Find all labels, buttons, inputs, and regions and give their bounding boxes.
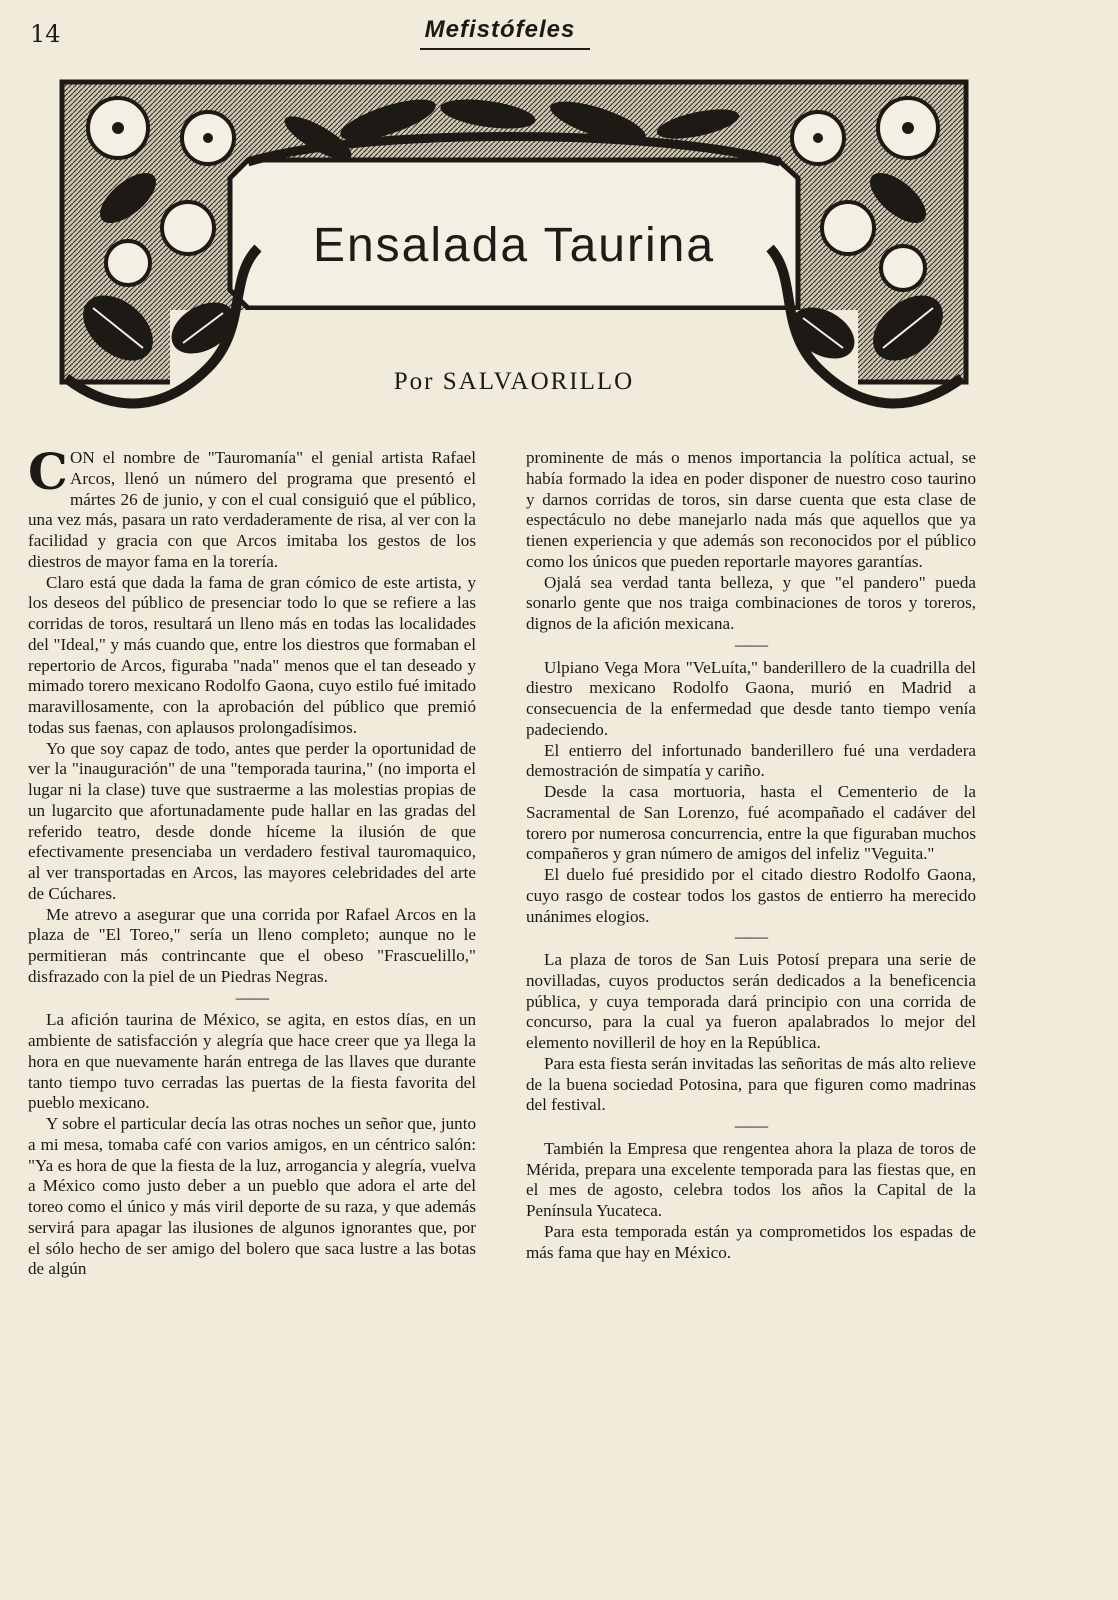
paragraph: El duelo fué presidido por el citado diestro Rodolfo Gaona, cuyo rasgo de costear todos los gastos de entierro ha merecido unánimes elogios.	[526, 865, 976, 926]
section-separator: ——	[734, 927, 768, 947]
paragraph: Para esta fiesta serán invitadas las señoritas de más alto relieve de la buena sociedad Potosina, para que figuren como madrinas del festival.	[526, 1053, 976, 1115]
paragraph: Yo que soy capaz de todo, antes que perder la oportunidad de ver la "inauguración" de una "temporada taurina," (no importa el lugar ni la clase) tuve que sustraerme a las molestias propias de un lugarcito que afortunadamente pude hallar en las gradas del referido teatro, desde donde híceme la ilusión de que efectivamente presenciaba un verdadero festival tauromaquico, al ver transportadas en Arcos, las mayores celebridades del arte de Cúchares.	[28, 738, 476, 903]
article-title: Ensalada Taurina	[312, 219, 716, 272]
paragraph: La plaza de toros de San Luis Potosí prepara una serie de novilladas, cuyos productos serán dedicados a la beneficencia pública, y cuya temporada dará principio con una corrida de concurso, para la cual ya fueron apalabrados lo mejor del elemento novilleril de hoy en la República.	[526, 950, 976, 1052]
section-separator: ——	[235, 987, 269, 1007]
paragraph: Claro está que dada la fama de gran cómico de este artista, y los deseos del público de presenciar todo lo que se refiere a las corridas de toros, resultará un lleno más en todas las localidades del "Ideal," y más cuando que, entre los diestros que formaban el repertorio de Arcos, figuraba "nada" menos que el tan deseado y mimado torero mexicano Rodolfo Gaona, cuyo estilo fué imitado maravillosamente, con la aprobación del público que premió todas sus faenas, con aplausos prolongadísimos.	[28, 572, 476, 737]
paragraph: La afición taurina de México, se agita, en estos días, en un ambiente de satisfacción y alegría que hace creer que ya llega la hora en que nuevamente harán entrega de las llaves que durante tanto tiempo tuvo cerradas las puertas de la fiesta favorita del pueblo mexicano.	[28, 1010, 476, 1113]
article-byline: Por SALVAORILLO	[393, 368, 635, 395]
paragraph: CON el nombre de "Tauromanía" el genial artista Rafael Arcos, llenó un número del programa que presentó el mártes 26 de junio, y con el cual consiguió que el público, una vez más, pasara un rato verdaderamente de risa, al ver con la facilidad y gracia con que Arcos imitaba los gestos de los diestros de mayor fama en la torería.	[28, 442, 476, 571]
article-column-right	[526, 448, 976, 1263]
section-separator: ——	[734, 634, 768, 654]
paragraph: Me atrevo a asegurar que una corrida por Rafael Arcos en la plaza de "El Toreo," sería un lleno completo; aunque no le permitieran más contrincante que el obeso "Frascuelillo," disfrazado con la piel de un Piedras Negras.	[28, 904, 476, 986]
masthead-underline	[420, 48, 590, 50]
paragraph: Ojalá sea verdad tanta belleza, y que "el pandero" pueda sonarlo gente que nos traiga combinaciones de toros y toreros, dignos de la afición mexicana.	[526, 572, 976, 633]
section-separator: ——	[734, 1116, 768, 1135]
paragraph: Para esta temporada están ya comprometidos los espadas de más fama que hay en México.	[526, 1221, 976, 1262]
masthead: Mefistófeles	[424, 16, 576, 43]
page-number: 14	[30, 20, 61, 48]
drop-cap: C	[28, 442, 68, 501]
paragraph: prominente de más o menos importancia la política actual, se había formado la idea en poder disponer de nuestro coso taurino y darnos corridas de toros, sin darse cuenta que esta clase de espectáculo no debe manejarlo nada más que aquellos que ya tienen experiencia y que además son reconocidos por el público como los únicos que pueden reportarle mayores garantías.	[526, 448, 976, 571]
paragraph: El entierro del infortunado banderillero fué una verdadera demostración de simpatía y cariño.	[526, 740, 976, 781]
paragraph: Ulpiano Vega Mora "VeLuíta," banderillero de la cuadrilla del diestro mexicano Rodolfo Gaona, murió en Madrid a consecuencia de la enfermedad que desde tanto tiempo venía padeciendo.	[526, 657, 976, 739]
title-banner	[58, 78, 970, 433]
article-column-left	[28, 442, 476, 1280]
paragraph: Y sobre el particular decía las otras noches un señor que, junto a mi mesa, tomaba café con varios amigos, en un céntrico salón: "Ya es hora de que la fiesta de la luz, arrogancia y alegría, vuelva a México como justo deber a un pueblo que adora el arte del toreo como el único y más viril deporte de su raza, y que además servirá para apagar las ilusiones de algunos ignorantes que, por el sólo hecho de ser amigo del bolero que saca lustre a las botas de algún	[28, 1114, 476, 1279]
paragraph: Desde la casa mortuoria, hasta el Cementerio de la Sacramental de San Lorenzo, fué acompañado el cadáver del torero por numerosa concurrencia, entre la que figuraban muchos compañeros y gran número de amigos del infeliz "Veguita."	[526, 782, 976, 864]
paragraph: También la Empresa que rengentea ahora la plaza de toros de Mérida, prepara una excelente temporada para las fiestas que, en el mes de agosto, celebra todos los años la Capital de la Península Yucateca.	[526, 1138, 976, 1220]
